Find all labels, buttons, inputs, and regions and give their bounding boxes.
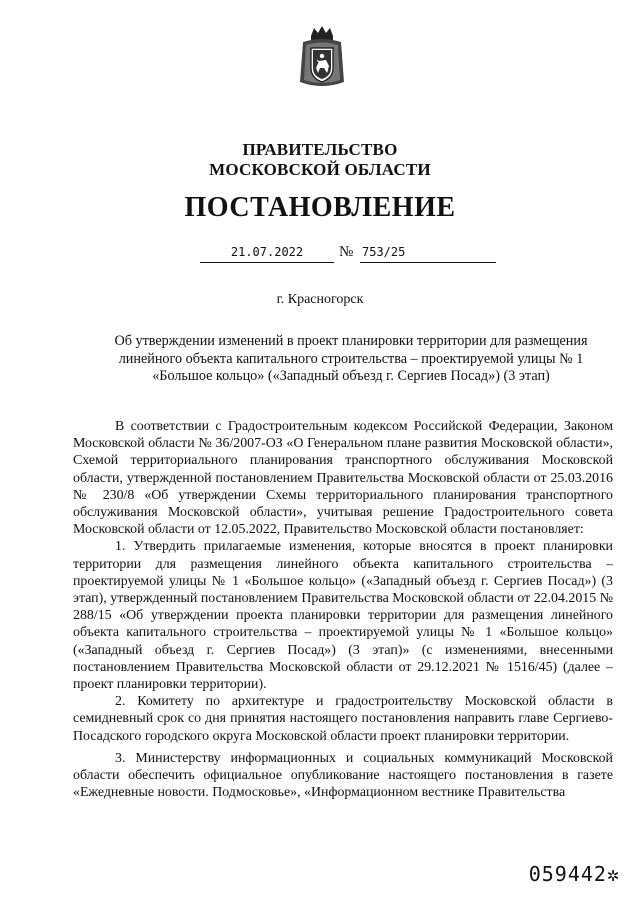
organization-name-line2: МОСКОВСКОЙ ОБЛАСТИ <box>209 160 431 179</box>
paragraph-item-1: 1. Утвердить прилагаемые изменения, которые вносятся в проект планировки территории для размещения линейного объекта капитального строительства – проектируемой улицы № 1 «Большое кольцо» («Западный объезд г. Сергиев Посад») (3 этап), утвержденный постановлением Правительства Московской области от 22.04.2015 № 288/15 «Об утверждении проекта планировки территории для размещения линейного объекта капитального строительства – проектируемой улицы № 1 «Большое кольцо» («Западный объезд г. Сергиев Посад») (3 этап)» (с изменениями, внесенными постановлением Правительства Московской области от 29.12.2021 № 1516/45) (далее – проект планировки территории). <box>73 539 613 693</box>
document-subject: Об утверждении изменений в проект планировки территории для размещения линейного объекта капитального строительства – проектируемой улицы № 1 «Большое кольцо» («Западный объезд г. Сергиев Посад») (3 этап) <box>114 333 588 384</box>
paragraph-preamble: В соответствии с Градостроительным кодексом Российской Федерации, Законом Московской области № 36/2007-ОЗ «О Генеральном плане развития Московской области», Схемой территориального планирования транспортного обслуживания Московской области, утвержденной постановлением Правительства Московской области от 25.03.2016 № 230/8 «Об утверждении Схемы территориального планирования транспортного обслуживания Московской области», учитывая решение Градостроительного совета Московской области от 12.05.2022, Правительство Московской области постановляет: <box>73 419 613 538</box>
document-type-title: ПОСТАНОВЛЕНИЕ <box>184 192 456 223</box>
paragraph-item-2: 2. Комитету по архитектуре и градостроительству Московской области в семидневный срок со дня принятия настоящего постановления направить главе Сергиево-Посадского городского округа Московской области проект планировки территории. <box>73 694 613 744</box>
number-sign: № <box>339 244 354 260</box>
document-number: 753/25 <box>360 245 496 263</box>
serial-number: 059442✲ <box>528 862 620 886</box>
paragraph-item-3: 3. Министерству информационных и социальных коммуникаций Московской области обеспечить официальное опубликование настоящего постановления в газете «Ежедневные новости. Подмосковье», «Информационном вестнике Правительства <box>73 750 613 801</box>
city-name: г. Красногорск <box>276 292 364 307</box>
document-date: 21.07.2022 <box>200 245 334 263</box>
document-body <box>73 418 613 801</box>
organization-name-line1: ПРАВИТЕЛЬСТВО <box>242 140 398 159</box>
coat-of-arms-icon <box>297 24 347 92</box>
